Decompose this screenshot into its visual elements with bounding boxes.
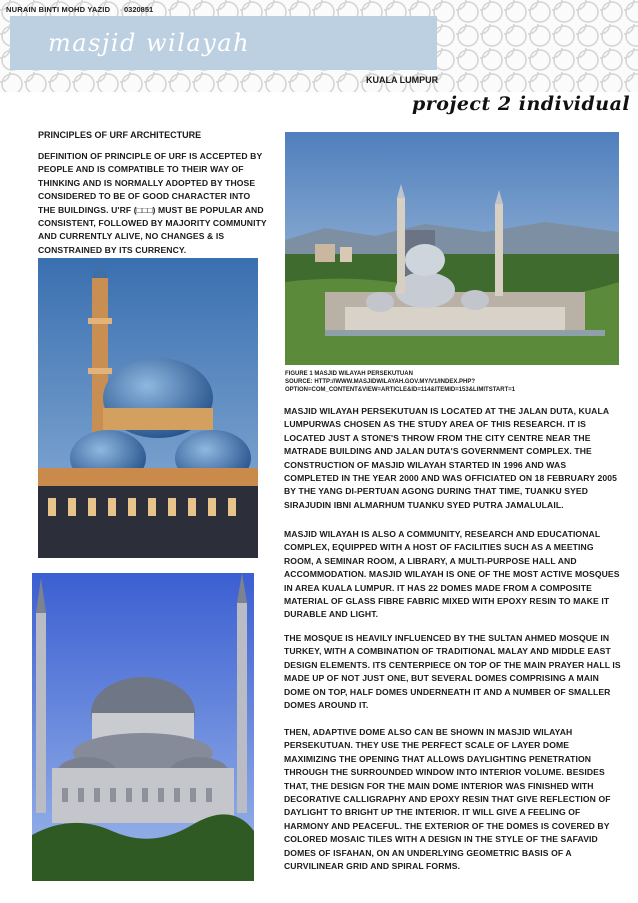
student-id: 0320851 [124, 5, 154, 14]
figure-title: FIGURE 1 MASJID WILAYAH PERSEKUTUAN [285, 371, 413, 377]
figure-caption [285, 370, 615, 394]
paragraph-location: MASJID WILAYAH PERSEKUTUAN IS LOCATED AT THE JALAN DUTA, KUALA LUMPURWAS CHOSEN AS THE STUDY AREA OF THIS RESEARCH. IT IS LOCATED JUST A STONE'S THROW FROM THE CITY CENTRE NEAR THE MATRADE BUILDING AND JALAN DUTA'S GOVERNMENT COMPLEX. THE CONSTRUCTION OF MASJID WILAYAH STARTED IN 1996 AND WAS COMPLETED IN THE YEAR 2000 AND WAS OFFICIATED ON 18 FEBRUARY 2005 BY THE YANG DI-PERTUAN AGONG DURING THAT TIME, TUANKU SYED SIRAJUDIN IBNI ALMARHUM TUANKU SYED PUTRA JAMALULAIL. [284, 406, 617, 510]
paragraph-facilities: MASJID WILAYAH IS ALSO A COMMUNITY, RESEARCH AND EDUCATIONAL COMPLEX, EQUIPPED WITH A HOST OF FACILITIES SUCH AS A MEETING ROOM, A SEMINAR ROOM, A LIBRARY, A MULTI-PURPOSE HALL AND ACCOMMODATION. MASJID WILAYAH IS ONE OF THE MOST ACTIVE MOSQUES IN AREA KUALA LUMPUR. IT HAS 22 DOMES MADE FROM A COMPOSITE MATERIAL OF GLASS FIBRE FABRIC MIXED WITH EPOXY RESIN TO MAKE IT DURABLE AND LIGHT. [284, 529, 620, 620]
principles-paragraph: DEFINITION OF PRINCIPLE OF URF IS ACCEPTED BY PEOPLE AND IS COMPATIBLE TO THEIR WAY OF THINKING AND IS NORMALLY ADOPTED BY THOSE CONSIDERED TO BE OF GOOD CHARACTER INTO THE BUILDINGS. U'RF (□□□) MUST BE POPULAR AND CONSISTENT, FOLLOWED BY MAJORITY COMMUNITY AND CURRENTLY ALIVE, NO CHANGES & IS CONSTRAINED BY ITS CURRENCY. [38, 151, 267, 255]
mosque-dome-dusk-photo [38, 258, 258, 558]
location-label: KUALA LUMPUR [366, 75, 439, 85]
paragraph-influence: THE MOSQUE IS HEAVILY INFLUENCED BY THE SULTAN AHMED MOSQUE IN TURKEY, WITH A COMBINATION OF TRADITIONAL MALAY AND MIDDLE EAST DESIGN ELEMENTS. ITS CENTERPIECE ON TOP OF THE MAIN PRAYER HALL IS MADE UP OF NOT JUST ONE, BUT SEVERAL DOMES COMPRISING A MAIN DOME ON TOP, HALF DOMES UNDERNEATH IT AND A NUMBER OF SMALLER DOMES AROUND IT. [284, 633, 621, 711]
page-title: masjid wilayah [48, 29, 251, 57]
project-title: project 2 individual [412, 93, 631, 115]
author-name: NURAIN BINTI MOHD YAZID [6, 5, 111, 14]
mosque-aerial-photo [285, 132, 619, 365]
section-heading: PRINCIPLES OF URF ARCHITECTURE [38, 130, 202, 140]
paragraph-adaptive-dome: THEN, ADAPTIVE DOME ALSO CAN BE SHOWN IN MASJID WILAYAH PERSEKUTUAN. THEY USE THE PERFECT SCALE OF LAYER DOME MAXIMIZING THE OPENING THAT ALLOWS DAYLIGHTING PENETRATION THROUGH THE SURROUNDED WINDOW INTO INTERIOR VOLUME. BESIDES THAT, THE DESIGN FOR THE MAIN DOME INTERIOR WAS FINISHED WITH DECORATIVE CALLIGRAPHY AND EPOXY RESIN THAT GIVE REFLECTION OF DAYLIGHT TO BRIGHT UP THE INTERIOR. IT WILL GIVE A FEELING OF HARMONY AND PEACEFUL. THE EXTERIOR OF THE DOMES IS COVERED BY COLORED MOSAIC TILES WITH A DESIGN IN THE STYLE OF THE SAFAVID DOMES OF ISFAHAN, ON AN UNDERLYING GEOMETRIC BASIS OF A CURVILINEAR GRID AND SPIRAL FORMS. [284, 727, 611, 872]
figure-source: SOURCE: HTTP://WWW.MASJIDWILAYAH.GOV.MY/V1/INDEX.PHP?OPTION=COM_CONTENT&VIEW=ARTICLE&ID=114&ITEMID=153&LIMITSTART=1 [285, 379, 516, 393]
sultan-ahmed-mosque-photo [32, 573, 254, 881]
